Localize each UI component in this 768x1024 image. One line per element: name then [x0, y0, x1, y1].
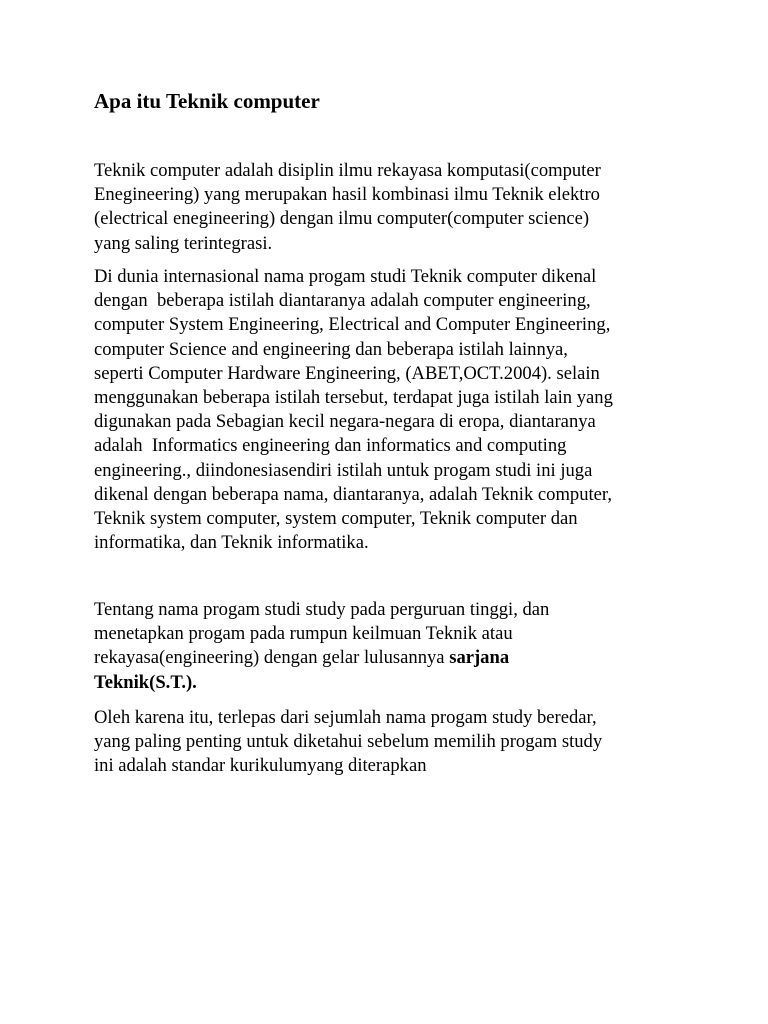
- text-line: Enegineering) yang merupakan hasil kombinasi ilmu Teknik elektro: [94, 184, 600, 206]
- paragraph-definition: [94, 159, 734, 256]
- text-line: Teknik computer adalah disiplin ilmu rekayasa komputasi(computer: [94, 160, 601, 181]
- text-line: Teknik system computer, system computer, Teknik computer dan: [94, 508, 578, 530]
- text-line: menetapkan progam pada rumpun keilmuan Teknik atau: [94, 623, 513, 645]
- paragraph-conclusion: [94, 706, 734, 779]
- paragraph-degree: [94, 598, 734, 695]
- text-line-mixed: [94, 646, 734, 670]
- bold-text-line: Teknik(S.T.).: [94, 671, 197, 693]
- text-line: informatika, dan Teknik informatika.: [94, 532, 369, 554]
- text-line: Oleh karena itu, terlepas dari sejumlah nama progam study beredar,: [94, 707, 597, 728]
- text-line: ini adalah standar kurikulumyang diterapkan: [94, 755, 427, 777]
- text-line: dengan beberapa istilah diantaranya adalah computer engineering,: [94, 290, 591, 312]
- text-line: Di dunia internasional nama progam studi Teknik computer dikenal: [94, 266, 597, 287]
- text-line: computer Science and engineering dan beberapa istilah lainnya,: [94, 338, 568, 360]
- bold-text-segment: sarjana: [449, 647, 510, 669]
- text-line: digunakan pada Sebagian kecil negara-negara di eropa, diantaranya: [94, 411, 596, 433]
- text-line: adalah Informatics engineering dan informatics and computing: [94, 435, 567, 457]
- text-line: yang paling penting untuk diketahui sebelum memilih progam study: [94, 731, 603, 753]
- text-line: Tentang nama progam studi study pada perguruan tinggi, dan: [94, 599, 550, 620]
- text-line: (electrical enegineering) dengan ilmu computer(computer science): [94, 208, 590, 230]
- text-line: menggunakan beberapa istilah tersebut, terdapat juga istilah lain yang: [94, 387, 613, 409]
- paragraph-international-names: [94, 265, 734, 555]
- text-segment: rekayasa(engineering) dengan gelar lulusannya: [94, 647, 450, 669]
- text-line: engineering., diindonesiasendiri istilah untuk progam studi ini juga: [94, 459, 593, 481]
- text-line: yang saling terintegrasi.: [94, 232, 273, 254]
- text-line: seperti Computer Hardware Engineering, (ABET,OCT.2004). selain: [94, 362, 600, 384]
- document-title: Apa itu Teknik computer: [94, 89, 320, 113]
- text-line: dikenal dengan beberapa nama, diantaranya, adalah Teknik computer,: [94, 483, 613, 505]
- text-line: computer System Engineering, Electrical and Computer Engineering,: [94, 314, 611, 336]
